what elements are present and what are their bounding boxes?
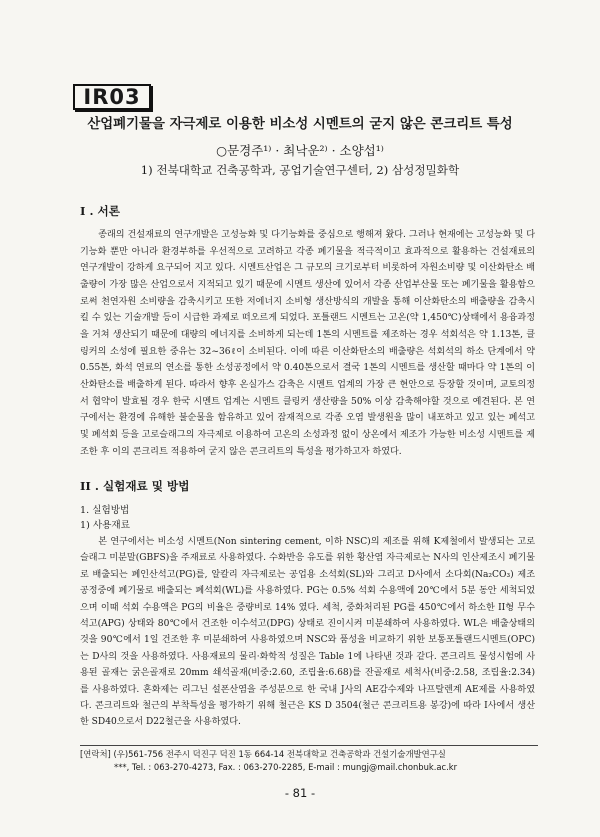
section-heading-introduction: I . 서론	[80, 204, 120, 218]
paper-authors: ○문경주¹⁾ · 최낙운²⁾ · 소양섭¹⁾	[216, 143, 384, 158]
introduction-paragraph: 종래의 건설재료의 연구개발은 고성능화 및 다기능화를 중심으로 행해져 왔다. 그러나 현재에는 고성능화 및 다기능화 뿐만 아니라 환경부하를 우선적으로 고려하고 각종 폐기물을 적극적이고 효과적으로 활용하는 건설재료의 연구개발이 강하게 요구되어 지고 있다. 시멘트산업은 그 규모의 크기로부터 비롯하여 자원소비량 및 이산화탄소 배출량이 가장 많은 산업으로서 지적되고 있기 때문에 시멘트 생산에 있어서 각종 산업부산물 또는 폐기물을 활용함으로써 천연자원 소비량을 감축시키고 또한 저에너지 소비형 생산방식의 개발을 통해 이산화탄소의 배출량을 감축시킬 수 있는 기술개발 등이 시급한 과제로 떠오르게 되었다. 포틀랜드 시멘트는 고온(약 1,450℃)상태에서 용융과정을 거쳐 생산되기 때문에 대량의 에너지를 소비하게 되는데 1톤의 시멘트를 제조하는 경우 석회석은 약 1.13톤, 클링커의 소성에 필요한 중유는 32~36ℓ이 소비된다. 이에 따른 이산화탄소의 배출량은 석회석의 하소 단계에서 약 0.55톤, 화석 연료의 연소를 통한 소성공정에서 약 0.40톤으로서 결국 1톤의 시멘트를 생산할 때마다 약 1톤의 이산화탄소를 배출하게 된다. 따라서 향후 온실가스 감축은 시멘트 업계의 가장 큰 현안으로 등장할 것이며, 교토의정서 협약이 발효될 경우 한국 시멘트 업계는 시멘트 클링커 생산량을 50% 이상 감축해야할 것으로 예견된다. 본 연구에서는 환경에 유해한 불순물을 함유하고 있어 잠재적으로 각종 오염 발생원을 많이 내포하고 있고 있는 폐석고 및 폐석회 등을 고로슬래그의 자극제로 이용하여 고온의 소성과정 없이 상온에서 제조가 가능한 비소성 시멘트를 제조한 후 이의 콘크리트 적용하여 굳지 않은 콘크리트의 특성을 평가하고자 하였다.	[80, 230, 535, 457]
materials-paragraph: 본 연구에서는 비소성 시멘트(Non sintering cement, 이하 NSC)의 제조를 위해 K제철에서 발생되는 고로슬래그 미분말(GBFS)을 주재료로 사용하였다. 수화반응 유도를 위한 황산염 자극제로는 N사의 인산제조시 폐기물로 배출되는 폐인산석고(PG)를, 알칼리 자극제로는 공업용 소석회(SL)와 그리고 D사에서 소다회(Na₂CO₃) 제조 공정중에 폐기물로 배출되는 폐석회(WL)를 사용하였다. PG는 0.5% 석회 수용액에 20℃에서 5분 동안 세척되었으며 이때 석회 수용액은 PG의 비율은 중량비로 14% 였다. 세척, 중화처리된 PG를 450℃에서 하소한 II형 무수석고(APG) 상태와 80℃에서 건조한 이수석고(DPG) 상태로 진이시켜 미분쇄하여 사용하였다. WL은 배출상태의 것을 90℃에서 1일 건조한 후 미분쇄하여 사용하였으며 NSC와 품성을 비교하기 위한 보통포틀랜드시멘트(OPC)는 D사의 것을 사용하였다. 사용재료의 물리·화학적 성질은 Table 1에 나타낸 것과 같다. 콘크리트 물성시험에 사용된 골재는 굵은골재로 20mm 쇄석골재(비중:2.60, 조립율:6.68)를 잔골재로 세척사(비중:2.58, 조립율:2.34)를 사용하였다. 혼화제는 리그닌 설폰산염을 주성분으로 한 국내 J사의 AE감수제와 나프탈렌계 AE제를 사용하였다. 콘크리트와 철근의 부착특성을 평가하기 위해 철근은 KS D 3504(철근 콘크리트용 봉강)에 따라 I사에서 생산한 SD40으로서 D22철근을 사용하였다.	[80, 537, 535, 728]
footnote-contact: ***, Tel. : 063-270-4273, Fax. : 063-270-2285, E-mail : mungj@mail.chonbuk.ac.kr	[114, 762, 458, 772]
paper-code-box: IR03	[73, 84, 151, 110]
subsection-heading-method: 1. 실험방법	[80, 505, 130, 516]
paper-title: 산업폐기물을 자극제로 이용한 비소성 시멘트의 굳지 않은 콘크리트 특성	[87, 116, 513, 132]
subsection-heading-materials: 1) 사용재료	[80, 520, 130, 531]
page-number: - 81 -	[284, 786, 316, 800]
contact-footnote	[80, 748, 540, 774]
footnote-divider	[80, 745, 538, 746]
footnote-address: [연락처] (우)561-756 전주시 덕진구 덕진 1동 664-14 전북대학교 건축공학과 건설기술개발연구실	[80, 749, 446, 759]
paper-affiliations: 1) 전북대학교 건축공학과, 공업기술연구센터, 2) 삼성정밀화학	[140, 163, 460, 177]
section-heading-materials-methods: II . 실험재료 및 방법	[80, 479, 190, 493]
